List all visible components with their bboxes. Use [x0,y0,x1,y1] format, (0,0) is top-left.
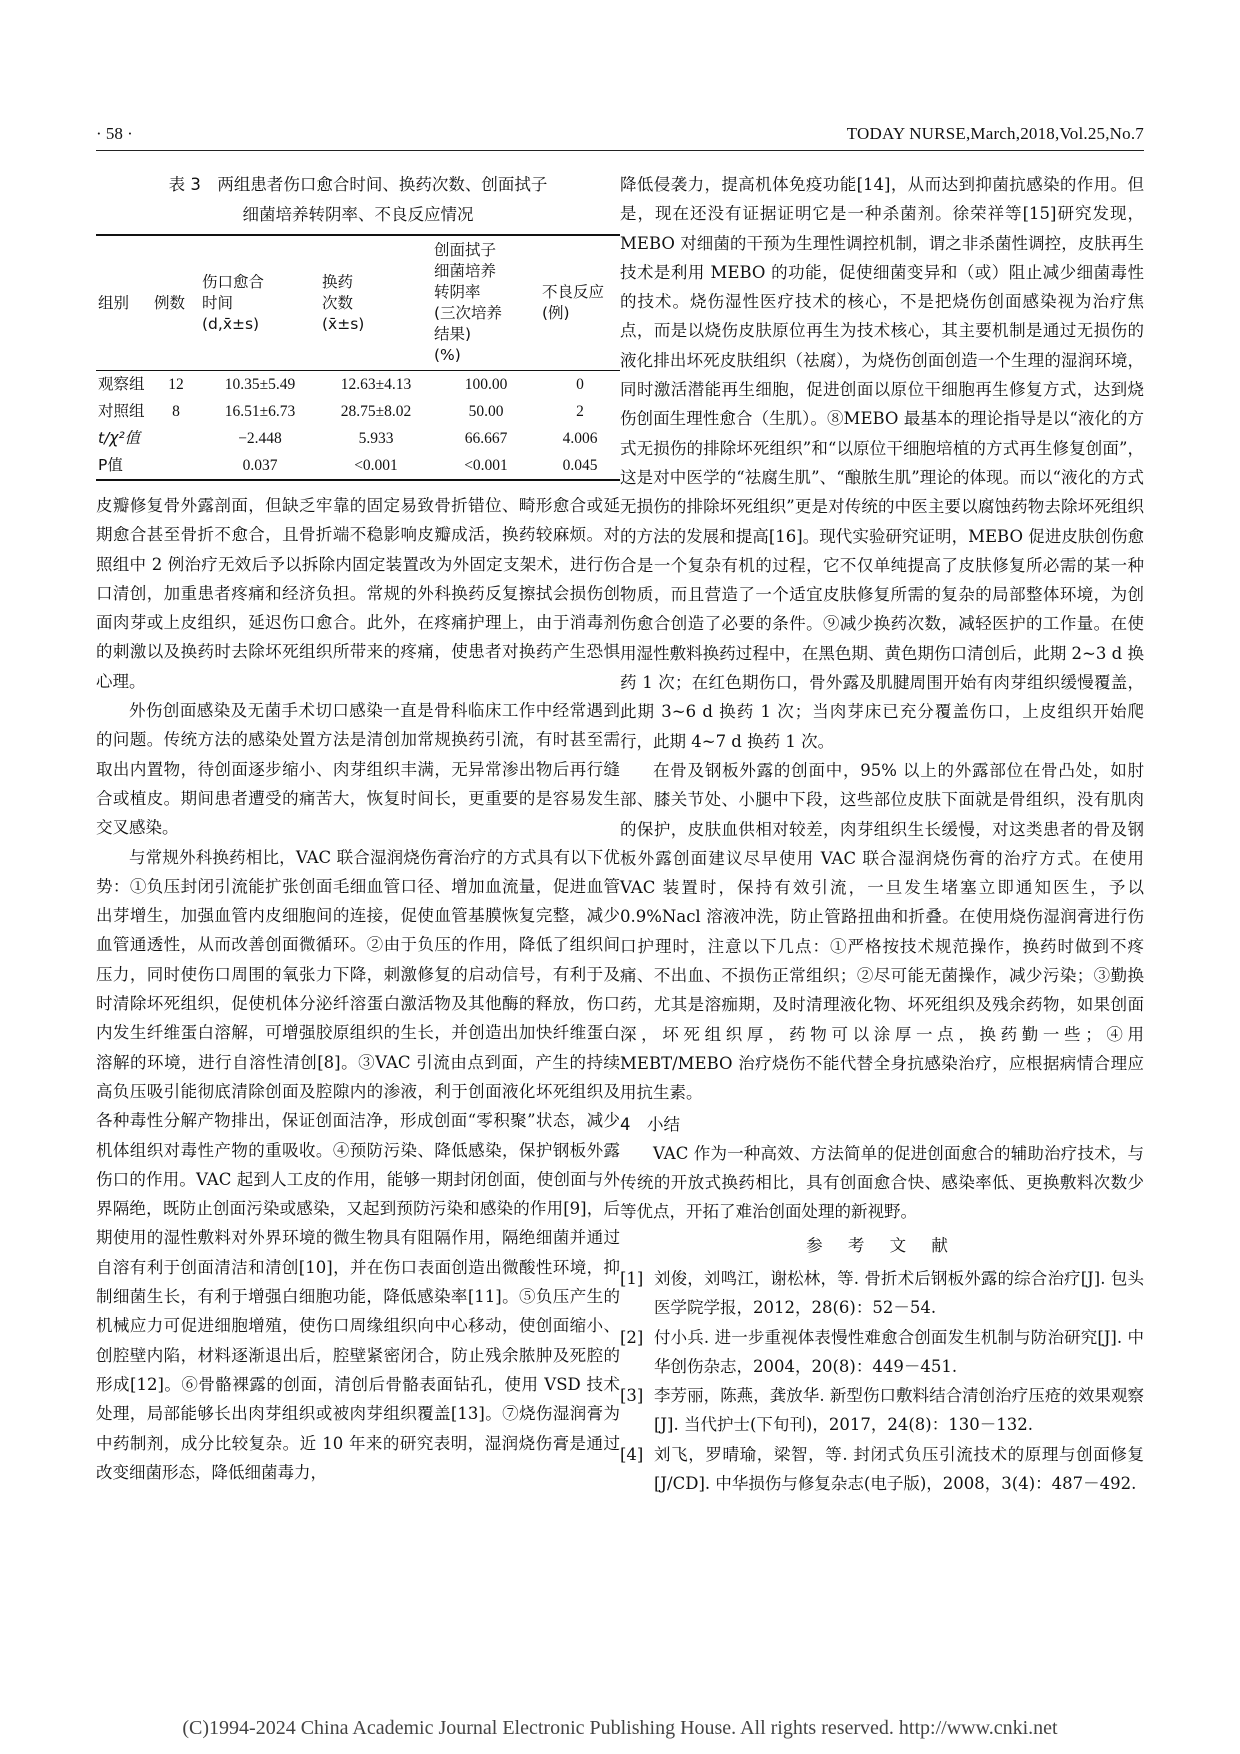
journal-info: TODAY NURSE,March,2018,Vol.25,No.7 [846,124,1144,143]
table-row: t/χ²值 −2.448 5.933 66.667 4.006 [98,429,598,447]
paragraph: 皮瓣修复骨外露剖面，但缺乏牢靠的固定易致骨折错位、畸形愈合或延期愈合甚至骨折不愈合，且骨折端不稳影响皮瓣成活，换药较麻烦。对照组中 2 例治疗无效后予以拆除内固定装置改为外固定支架术，进行伤口清创，加重患者疼痛和经济负担。常规的外科换药反复擦拭会损伤创面肉芽或上皮组织，延迟伤口愈合。此外，在疼痛护理上，由于消毒剂的刺激以及换药时去除坏死组织所带来的疼痛，使患者对换药产生恐惧心理。 [96,496,620,691]
paragraph: 在骨及钢板外露的创面中，95% 以上的外露部位在骨凸处，如肘部、膝关节处、小腿中下段，这些部位皮肤下面就是骨组织，没有肌肉的保护，皮肤血供相对较差，肉芽组织生长缓慢，对这类患者的骨及钢板外露创面建议尽早使用 VAC 联合湿润烧伤膏的治疗方式。在使用 VAC 装置时，保持有效引流，一旦发生堵塞立即通知医生，予以 0.9%Nacl 溶液冲洗，防止管路扭曲和折叠。在使用烧伤湿润膏进行伤口护理时，注意以下几点：①严格按技术规范操作，换药时做到不疼痛、不出血、不损伤正常组织；②尽可能无菌操作，减少污染；③勤换药，尤其是溶痂期，及时清理液化物、坏死组织及残余药物，如果创面深，坏死组织厚，药物可以涂厚一点，换药勤一些；④用 MEBT/MEBO 治疗烧伤不能代替全身抗感染治疗，应根据病情合理应用抗生素。 [620,760,1144,1103]
col-header-dressing-count: 换药 次数 (x̄±s) [320,235,432,371]
table-row: P值 0.037 <0.001 <0.001 0.045 [96,452,620,480]
reference-item: [1] 刘俊，刘鸣江，谢松林，等. 骨折术后钢板外露的综合治疗[J]. 包头医学院学报，2012，28(6)：52－54. [620,1268,1144,1318]
copyright-footer: (C)1994-2024 China Academic Journal Electronic Publishing House. All rights reserved. http://www.cnki.net [182,1717,1058,1739]
col-header-group: 组别 [96,235,152,371]
reference-item: [3] 李芳丽，陈燕，龚放华. 新型伤口敷料结合清创治疗压疮的效果观察[J]. 当代护士(下旬刊)，2017，24(8)：130－132. [620,1386,1144,1435]
reference-item: [4] 刘飞，罗晴瑜，梁智，等. 封闭式负压引流技术的原理与创面修复[J/CD]. 中华损伤与修复杂志(电子版)，2008，3(4)：487－492. [620,1444,1144,1494]
reference-list [620,1264,1144,1498]
col-header-conversion-rate: 创面拭子 细菌培养 转阴率 (三次培养 结果) (%) [432,235,540,371]
table [96,234,620,481]
table-header-row [96,235,620,371]
paragraph: 降低侵袭力，提高机体免疫功能[14]，从而达到抑菌抗感染的作用。但是，现在还没有证据证明它是一种杀菌剂。徐荣祥等[15]研究发现，MEBO 对细菌的干预为生理性调控机制，谓之非杀菌性调控，皮肤再生技术是利用 MEBO 的功能，促使细菌变异和（或）阻止减少细菌毒性的技术。烧伤湿性医疗技术的核心，不是把烧伤创面感染视为治疗焦点，而是以烧伤皮肤原位再生为技术核心，其主要机制是通过无损伤的液化排出坏死皮肤组织（祛腐），为烧伤创面创造一个生理的湿润环境，同时激活潜能再生细胞，促进创面以原位干细胞再生修复方式，达到烧伤创面生理性愈合（生肌）。⑧MEBO 最基本的理论指导是以“液化的方式无损伤的排除坏死组织”和“以原位干细胞培植的方式再生修复创面”，这是对中医学的“祛腐生肌”、“酿脓生肌”理论的体现。而以“液化的方式无损伤的排除坏死组织”更是对传统的中医主要以腐蚀药物去除坏死组织的方法的发展和提高[16]。现代实验研究证明，MEBO 促进皮肤创伤愈合是一个复杂有机的过程，它不仅单纯提高了皮肤修复所必需的某一种物质，而且营造了一个适宜皮肤修复所需的复杂的局部整体环境，为创伤愈合创造了必要的条件。⑨减少换药次数，减轻医护的工作量。在使用湿性敷料换药过程中，在黑色期、黄色期伤口清创后，此期 2~3 d 换药 1 次；在红色期伤口，骨外露及肌腱周围开始有肉芽组织缓慢覆盖，此期 3~6 d 换药 1 次；当肉芽床已充分覆盖伤口，上皮组织开始爬行，此期 4~7 d 换药 1 次。 [620,175,1144,751]
paragraph: 与常规外科换药相比，VAC 联合湿润烧伤膏治疗的方式具有以下优势：①负压封闭引流能扩张创面毛细血管口径、增加血流量，促进血管出芽增生，加强血管内皮细胞间的连接，促使血管基膜恢复完整，减少血管通透性，从而改善创面微循环。②由于负压的作用，降低了组织间压力，同时使伤口周围的氧张力下降，刺激修复的启动信号，有利于及时清除坏死组织，促使机体分泌纤溶蛋白激活物及其他酶的释放，伤口内发生纤维蛋白溶解，可增强胶原组织的生长，并创造出加快纤维蛋白溶解的环境，进行自溶性清创[8]。③VAC 引流由点到面，产生的持续高负压吸引能彻底清除创面及腔隙内的渗液，利于创面液化坏死组织及各种毒性分解产物排出，保证创面洁净，形成创面“零积聚”状态，减少机体组织对毒性产物的重吸收。④预防污染、降低感染，保护钢板外露伤口的作用。VAC 起到人工皮的作用，能够一期封闭创面，使创面与外界隔绝，既防止创面污染或感染，又起到预防污染和感染的作用[9]，后期使用的湿性敷料对外界环境的微生物具有阻隔作用，隔绝细菌并通过自溶有利于创面清洁和清创[10]，并在伤口表面创造出微酸性环境，抑制细菌生长，有利于增强白细胞功能，降低感染率[11]。⑤负压产生的机械应力可促进细胞增殖，使伤口周缘组织向中心移动，使创面缩小、创腔壁内陷，材料逐渐退出后，腔壁紧密闭合，防止残余脓肿及死腔的形成[12]。⑥骨骼裸露的创面，清创后骨骼表面钻孔，使用 VSD 技术处理，局部能够长出肉芽组织或被肉芽组织覆盖[13]。⑦烧伤湿润膏为中药制剂，成分比较复杂。近 10 年来的研究表明，湿润烧伤膏是通过改变细菌形态，降低细菌毒力， [96,847,620,1482]
table-caption: 表 3 两组患者伤口愈合时间、换药次数、创面拭子 细菌培养转阴率、不良反应情况 [168,175,548,224]
right-column [620,170,1144,1498]
table-row: 观察组 12 10.35±5.49 12.63±4.13 100.00 0 [98,375,584,393]
col-header-healing-time: 伤口愈合 时间 (d,x̄±s) [200,235,320,371]
page-number: · 58 · [96,124,133,143]
table-row: 对照组 8 16.51±6.73 28.75±8.02 50.00 2 [98,402,584,420]
left-column [96,170,620,1487]
reference-item: [2] 付小兵. 进一步重视体表慢性难愈合创面发生机制与防治研究[J]. 中华创伤杂志，2004，20(8)：449－451. [620,1327,1144,1376]
col-header-count: 例数 [152,235,200,371]
page-header [96,124,1144,151]
col-header-adverse: 不良反应 (例) [540,235,620,371]
paragraph: VAC 作为一种高效、方法简单的促进创面愈合的辅助治疗技术，与传统的开放式换药相比，具有创面愈合快、感染率低、更换敷料次数少等优点，开拓了难治创面处理的新视野。 [620,1143,1144,1222]
references-title: 参 考 文 献 [806,1235,958,1255]
section-heading: 4 小结 [620,1114,680,1134]
paragraph: 外伤创面感染及无菌手术切口感染一直是骨科临床工作中经常遇到的问题。传统方法的感染处置方法是清创加常规换药引流，有时甚至需取出内置物，待创面逐步缩小、肉芽组织丰满，无异常渗出物后再行缝合或植皮。期间患者遭受的痛苦大，恢复时间长，更重要的是容易发生交叉感染。 [96,701,620,838]
table-3 [96,170,620,481]
